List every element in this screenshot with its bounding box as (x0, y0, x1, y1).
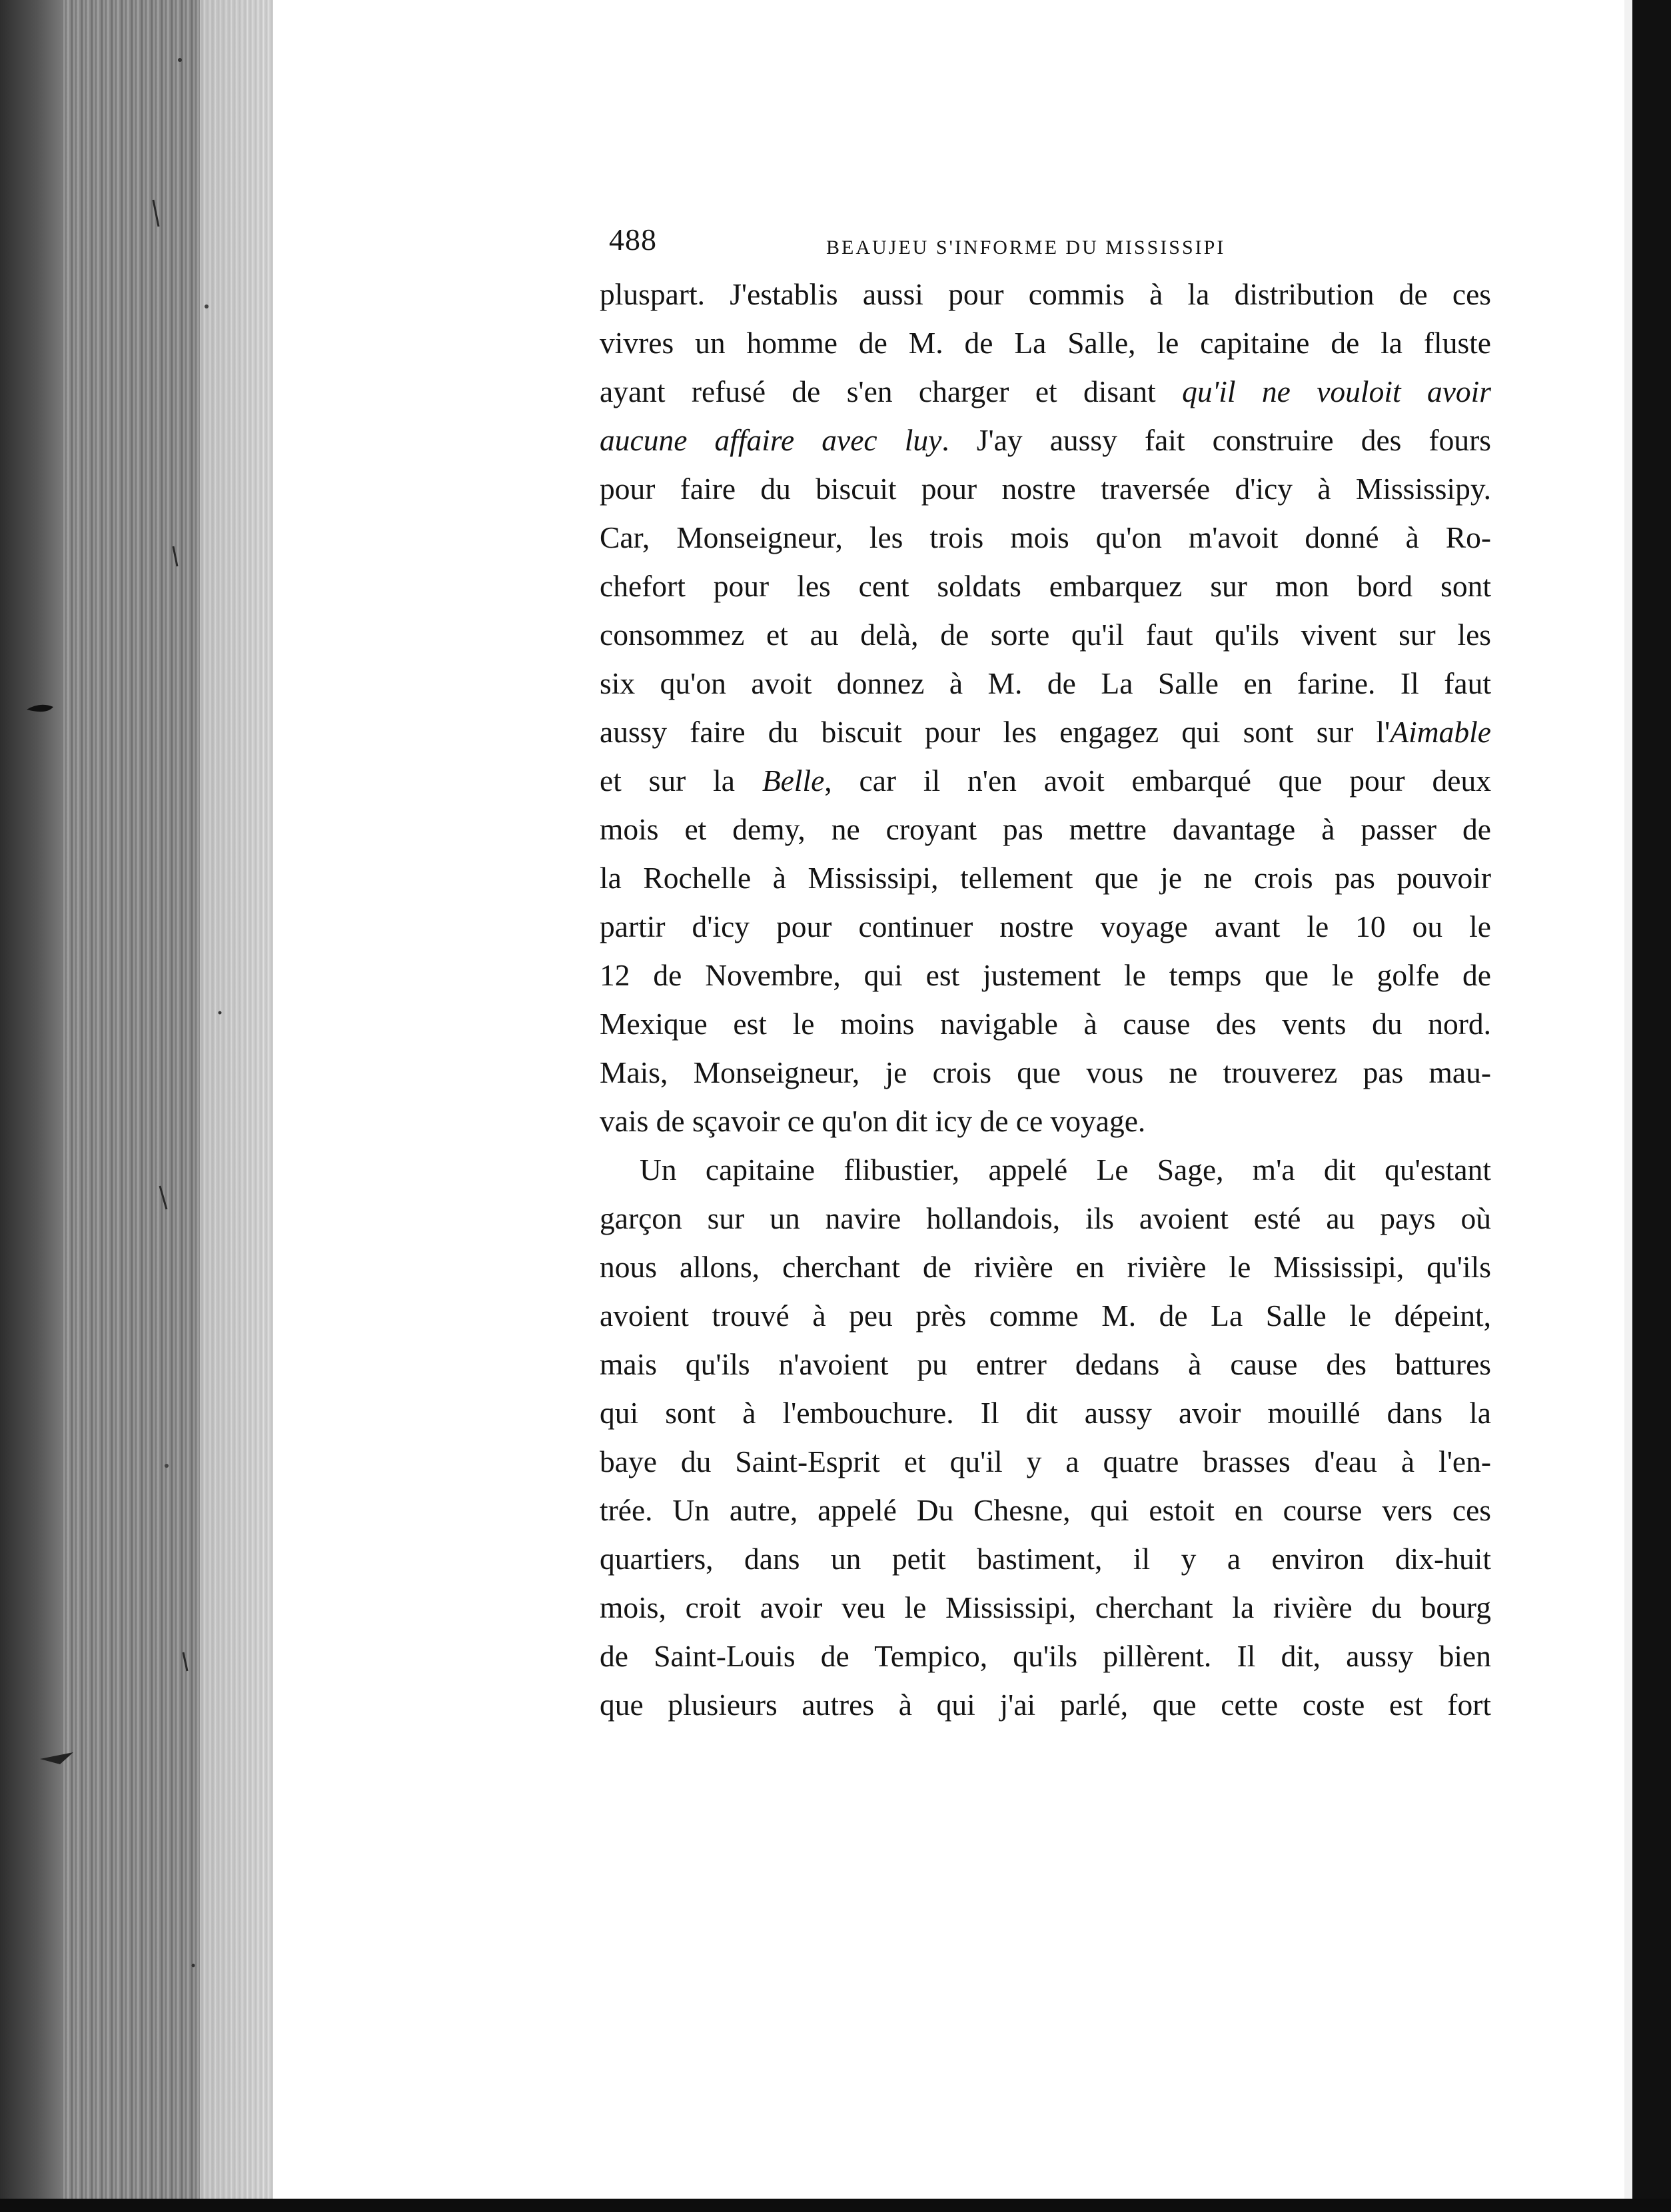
text-run: aussy faire du biscuit pour les engagez qui sont sur l' (600, 715, 1391, 749)
text-line (600, 416, 1491, 464)
text-line: Mais, Monseigneur, je crois que vous ne trouverez pas mau- (600, 1055, 1491, 1089)
body-text (600, 270, 1499, 1729)
paragraph-1 (600, 270, 1499, 1145)
text-run: . J'ay aussy fait construire des fours (941, 423, 1491, 457)
italic-quote: aucune affaire avec luy (600, 423, 942, 457)
text-line: pluspart. J'establis aussi pour commis à la distribution de ces (600, 277, 1491, 311)
text-line: consommez et au delà, de sorte qu'il faut qu'ils vivent sur les (600, 618, 1491, 652)
scan-noise-marks (0, 0, 273, 2212)
text-line: pour faire du biscuit pour nostre traversée d'icy à Mississipy. (600, 472, 1491, 506)
running-title: BEAUJEU S'INFORME DU MISSISSIPI (826, 237, 1226, 259)
text-line: que plusieurs autres à qui j'ai parlé, que cette coste est fort (600, 1688, 1491, 1722)
text-line: 12 de Novembre, qui est justement le temps que le golfe de (600, 958, 1491, 992)
text-line: six qu'on avoit donnez à M. de La Salle en farine. Il faut (600, 666, 1491, 700)
text-line: garçon sur un navire hollandois, ils avoient esté au pays où (600, 1201, 1491, 1235)
text-line: qui sont à l'embouchure. Il dit aussy avoir mouillé dans la (600, 1396, 1491, 1430)
text-line: vivres un homme de M. de La Salle, le capitaine de la fluste (600, 326, 1491, 360)
running-head (600, 217, 1499, 263)
bottom-scan-border (0, 2199, 1671, 2212)
text-line: Car, Monseigneur, les trois mois qu'on m'avoit donné à Ro- (600, 520, 1491, 554)
text-run: et sur la (600, 764, 762, 798)
text-run: ayant refusé de s'en charger et disant (600, 374, 1183, 408)
text-line: chefort pour les cent soldats embarquez sur mon bord sont (600, 569, 1491, 603)
text-line (600, 756, 1491, 805)
text-run: , car il n'en avoit embarqué que pour deux (824, 764, 1491, 798)
text-line: mois, croit avoir veu le Mississipi, cherchant la rivière du bourg (600, 1590, 1491, 1624)
page-number: 488 (609, 223, 657, 257)
text-line: avoient trouvé à peu près comme M. de La Salle le dépeint, (600, 1299, 1491, 1333)
text-line: mois et demy, ne croyant pas mettre davantage à passer de (600, 812, 1491, 846)
text-line (600, 708, 1491, 756)
text-line: trée. Un autre, appelé Du Chesne, qui estoit en course vers ces (600, 1493, 1491, 1527)
right-page-edge (1631, 0, 1671, 2212)
text-line: vais de sçavoir ce qu'on dit icy de ce voyage. (600, 1104, 1146, 1138)
text-line: Un capitaine flibustier, appelé Le Sage, m'a dit qu'estant (640, 1153, 1491, 1187)
text-line: de Saint-Louis de Tempico, qu'ils pillèrent. Il dit, aussy bien (600, 1639, 1491, 1673)
paragraph-2 (600, 1145, 1499, 1729)
ship-name-belle: Belle (762, 764, 825, 798)
text-line: la Rochelle à Mississipi, tellement que je ne crois pas pouvoir (600, 861, 1491, 895)
text-line: baye du Saint-Esprit et qu'il y a quatre brasses d'eau à l'en- (600, 1444, 1491, 1478)
text-line (600, 367, 1491, 416)
text-line: Mexique est le moins navigable à cause des vents du nord. (600, 1007, 1491, 1041)
text-line: nous allons, cherchant de rivière en rivière le Mississipi, qu'ils (600, 1250, 1491, 1284)
text-line: partir d'icy pour continuer nostre voyage avant le 10 ou le (600, 909, 1491, 943)
text-page (600, 217, 1499, 1729)
ship-name-aimable: Aimable (1390, 715, 1491, 749)
text-line: quartiers, dans un petit bastiment, il y a environ dix-huit (600, 1542, 1491, 1576)
text-line: mais qu'ils n'avoient pu entrer dedans à cause des battures (600, 1347, 1491, 1381)
italic-quote: qu'il ne vouloit avoir (1182, 374, 1491, 408)
